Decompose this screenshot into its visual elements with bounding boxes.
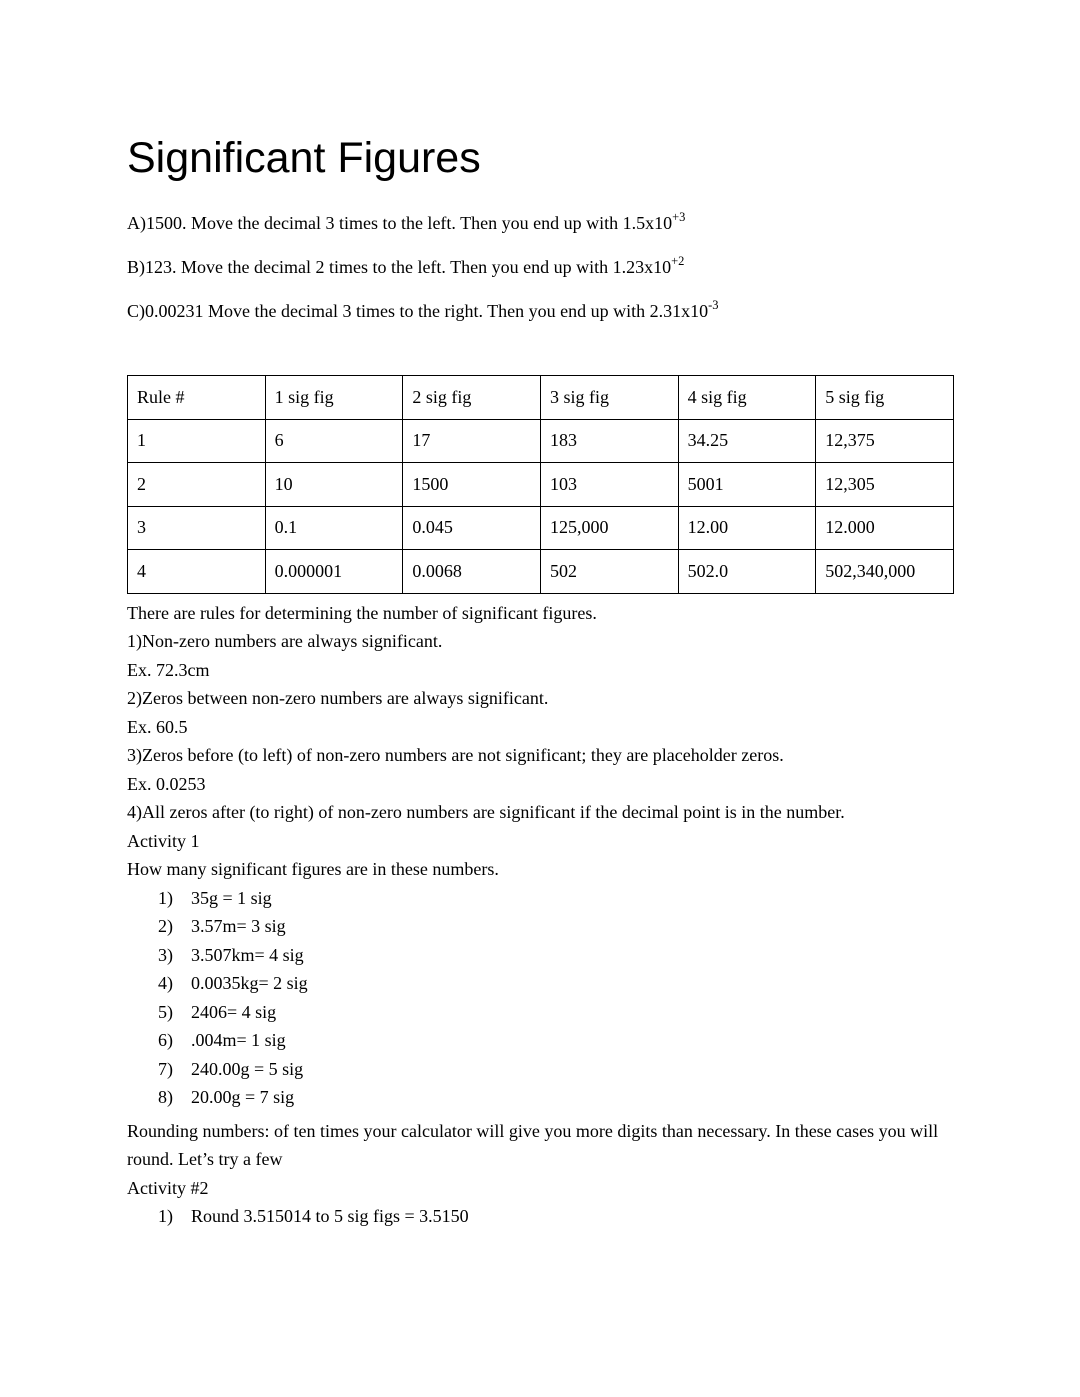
list-item [127, 1083, 954, 1112]
list-item-text: 0.0035kg= 2 sig [191, 973, 308, 993]
table-header-cell: 3 sig fig [540, 376, 678, 420]
list-item [127, 941, 954, 970]
table-cell: 12.00 [678, 506, 816, 550]
list-item [127, 884, 954, 913]
list-item-number: 3) [158, 944, 173, 965]
list-item-text: 3.57m= 3 sig [191, 916, 286, 936]
table-cell: 2 [128, 463, 266, 507]
list-item-text: .004m= 1 sig [191, 1030, 286, 1050]
list-item-number: 2) [158, 916, 173, 936]
list-item-text: 20.00g = 7 sig [191, 1087, 295, 1107]
rule-4: 4)All zeros after (to right) of non-zero numbers are significant if the decimal point is in the number. [127, 802, 845, 822]
table-cell: 12,305 [816, 463, 954, 507]
activity1-label: Activity 1 [127, 830, 200, 851]
intro-line-b-text: B)123. Move the decimal 2 times to the left. Then you end up with 1.23x10 [127, 257, 672, 277]
table-cell: 502.0 [678, 550, 816, 594]
intro-line-b-exponent: +2 [671, 254, 685, 268]
table-cell: 1 [128, 419, 266, 463]
intro-line-a [127, 211, 954, 236]
table-row [128, 419, 954, 463]
table-cell: 3 [128, 506, 266, 550]
table-cell: 0.0068 [403, 550, 541, 594]
list-item-text: 240.00g = 5 sig [191, 1058, 304, 1079]
table-header-cell: 2 sig fig [403, 376, 541, 420]
activity2-label: Activity #2 [127, 1177, 209, 1198]
list-item-text: Round 3.515014 to 5 sig figs = 3.5150 [191, 1206, 469, 1226]
table-cell: 12,375 [816, 419, 954, 463]
table-cell: 10 [265, 463, 403, 507]
table-header-cell: Rule # [128, 376, 266, 420]
table-cell: 12.000 [816, 506, 954, 550]
table-cell: 6 [265, 419, 403, 463]
table-cell: 0.045 [403, 506, 541, 550]
table-cell: 17 [403, 419, 541, 463]
rule-3-example: Ex. 0.0253 [127, 773, 206, 794]
list-item-text: 2406= 4 sig [191, 1001, 277, 1022]
list-item-number: 8) [158, 1087, 173, 1107]
list-item-text: 3.507km= 4 sig [191, 944, 304, 965]
intro-line-c-text: C)0.00231 Move the decimal 3 times to the right. Then you end up with 2.31x10 [127, 301, 709, 321]
table-header-cell: 4 sig fig [678, 376, 816, 420]
list-item-number: 1) [158, 1206, 173, 1226]
list-item-number: 4) [158, 973, 173, 993]
table-cell: 5001 [678, 463, 816, 507]
table-cell: 183 [540, 419, 678, 463]
table-cell: 103 [540, 463, 678, 507]
table-cell: 4 [128, 550, 266, 594]
list-item [127, 998, 954, 1027]
activity1-list [127, 884, 954, 1112]
table-cell: 502 [540, 550, 678, 594]
intro-line-b [127, 255, 954, 280]
table-cell: 502,340,000 [816, 550, 954, 594]
list-item-text: 35g = 1 sig [191, 887, 272, 908]
table-header-cell: 5 sig fig [816, 376, 954, 420]
table-cell: 1500 [403, 463, 541, 507]
list-item [127, 1026, 954, 1055]
rounding-section [127, 1117, 954, 1203]
list-item [127, 1202, 954, 1231]
list-item-number: 1) [158, 887, 173, 908]
list-item-number: 6) [158, 1030, 173, 1050]
rule-2: 2)Zeros between non-zero numbers are always significant. [127, 688, 549, 708]
activity1-prompt: How many significant figures are in these numbers. [127, 859, 499, 879]
intro-line-a-text: A)1500. Move the decimal 3 times to the left. Then you end up with 1.5x10 [127, 213, 673, 233]
list-item [127, 1055, 954, 1084]
rounding-paragraph: Rounding numbers: of ten times your calculator will give you more digits than necessary. In these cases you will round. Let’s try a few [127, 1120, 939, 1169]
intro-line-c [127, 299, 954, 324]
table-cell: 0.1 [265, 506, 403, 550]
list-item [127, 912, 954, 941]
table-row [128, 550, 954, 594]
intro-line-c-exponent: -3 [708, 298, 719, 312]
rules-intro: There are rules for determining the number of significant figures. [127, 602, 597, 623]
list-item-number: 7) [158, 1058, 173, 1079]
table-row [128, 463, 954, 507]
list-item-number: 5) [158, 1001, 173, 1022]
table-cell: 34.25 [678, 419, 816, 463]
activity2-list [127, 1202, 954, 1231]
rules-section [127, 599, 954, 884]
table-cell: 125,000 [540, 506, 678, 550]
intro-line-a-exponent: +3 [672, 210, 686, 224]
rule-1: 1)Non-zero numbers are always significant. [127, 631, 443, 651]
sig-fig-rules-table [127, 375, 954, 594]
rule-1-example: Ex. 72.3cm [127, 659, 210, 680]
table-header-row [128, 376, 954, 420]
page-title: Significant Figures [127, 134, 481, 182]
table-header-cell: 1 sig fig [265, 376, 403, 420]
list-item [127, 969, 954, 998]
rule-3: 3)Zeros before (to left) of non-zero numbers are not significant; they are placeholder zeros. [127, 745, 784, 765]
rule-2-example: Ex. 60.5 [127, 716, 188, 737]
table-row [128, 506, 954, 550]
table-cell: 0.000001 [265, 550, 403, 594]
